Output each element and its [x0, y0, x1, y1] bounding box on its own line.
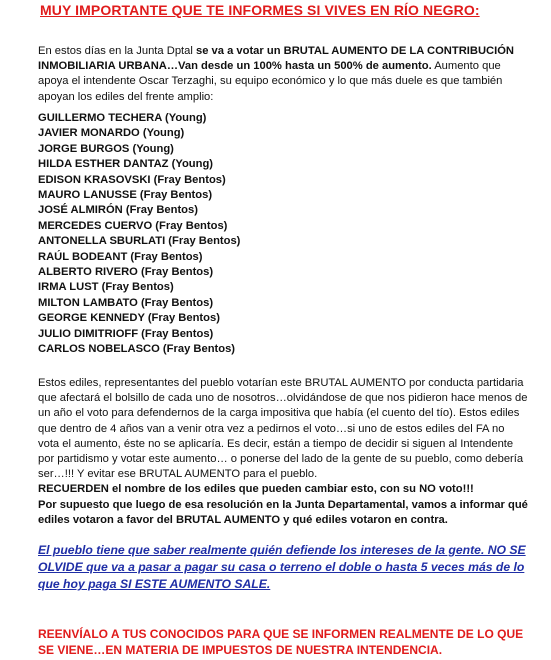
edil-item: ALBERTO RIVERO (Fray Bentos) — [38, 266, 214, 279]
body-paragraph — [38, 376, 528, 528]
page-title: MUY IMPORTANTE QUE TE INFORMES SI VIVES EN RÍO NEGRO: — [40, 2, 480, 18]
intro-bold-text: se va a votar un BRUTAL AUMENTO DE LA CONTRIBUCIÓN INMOBILIARIA URBANA…Van desde un 100% hasta un 500% de aumento. — [38, 45, 515, 73]
edil-item: IRMA LUST (Fray Bentos) — [38, 281, 174, 294]
body-text: Estos ediles, representantes del pueblo votarían este BRUTAL AUMENTO por conducta partidaria que afectará el bolsillo de cada uno de nosotros…olvidándose de que nos pidieron hace menos de un año el voto para defendernos de la carga impositiva que había (el cuento del tío). Estos ediles que dentro de 4 años van a venir otra vez a pedirnos el voto…si uno de estos ediles del FA no vota el aumento, éste no se aplicaría. Es decir, están a tiempo de decidir si siguen al Intendente por partidismo y votar este aumento… o ponerse del lado de la gente de su pueblo, como debería ser…!!! Y evitar ese BRUTAL AUMENTO para el pueblo. — [38, 377, 528, 481]
edil-item: HILDA ESTHER DANTAZ (Young) — [38, 158, 214, 171]
edil-item: ANTONELLA SBURLATI (Fray Bentos) — [38, 235, 241, 248]
edil-item: GEORGE KENNEDY (Fray Bentos) — [38, 312, 220, 325]
edil-item: CARLOS NOBELASCO (Fray Bentos) — [38, 343, 236, 356]
body-bold-informar: Por supuesto que luego de esa resolución en la Junta Departamental, vamos a informar qué ediles votaron a favor del BRUTAL AUMENTO y qué ediles votaron en contra. — [38, 498, 528, 526]
ediles-list — [38, 111, 338, 358]
edil-item: MILTON LAMBATO (Fray Bentos) — [38, 296, 214, 309]
edil-item: JORGE BURGOS (Young) — [38, 142, 174, 155]
edil-item: JAVIER MONARDO (Young) — [38, 127, 185, 140]
body-bold-recuerden: RECUERDEN el nombre de los ediles que pueden cambiar esto, con su NO voto!!! — [38, 483, 474, 496]
edil-item: MAURO LANUSSE (Fray Bentos) — [38, 189, 213, 202]
footer-note: REENVÍALO A TUS CONOCIDOS PARA QUE SE INFORMEN REALMENTE DE LO QUE SE VIENE…EN MATERIA DE IMPUESTOS DE NUESTRA INTENDENCIA. — [38, 627, 524, 657]
intro-text-2: Aumento que apoya el intendente Oscar Terzaghi, su equipo económico y lo que más duele es que también apoyan los ediles del frente amplio: — [38, 60, 503, 103]
edil-item: EDISON KRASOVSKI (Fray Bentos) — [38, 173, 226, 186]
edil-item: MERCEDES CUERVO (Fray Bentos) — [38, 219, 228, 232]
edil-item: JOSÉ ALMIRÓN (Fray Bentos) — [38, 204, 198, 217]
edil-item: RAÚL BODEANT (Fray Bentos) — [38, 250, 203, 263]
intro-text-1: En estos días en la Junta Dptal — [38, 45, 196, 57]
blue-note: El pueblo tiene que saber realmente quién defiende los intereses de la gente. NO SE OLVIDE que va a pasar a pagar su casa o terreno el doble o hasta 5 veces más de lo que hoy paga SI ESTE AUMENTO SALE. — [38, 543, 526, 591]
edil-item: GUILLERMO TECHERA (Young) — [38, 112, 207, 124]
edil-item: JULIO DIMITRIOFF (Fray Bentos) — [38, 327, 214, 340]
intro-paragraph — [38, 44, 526, 105]
